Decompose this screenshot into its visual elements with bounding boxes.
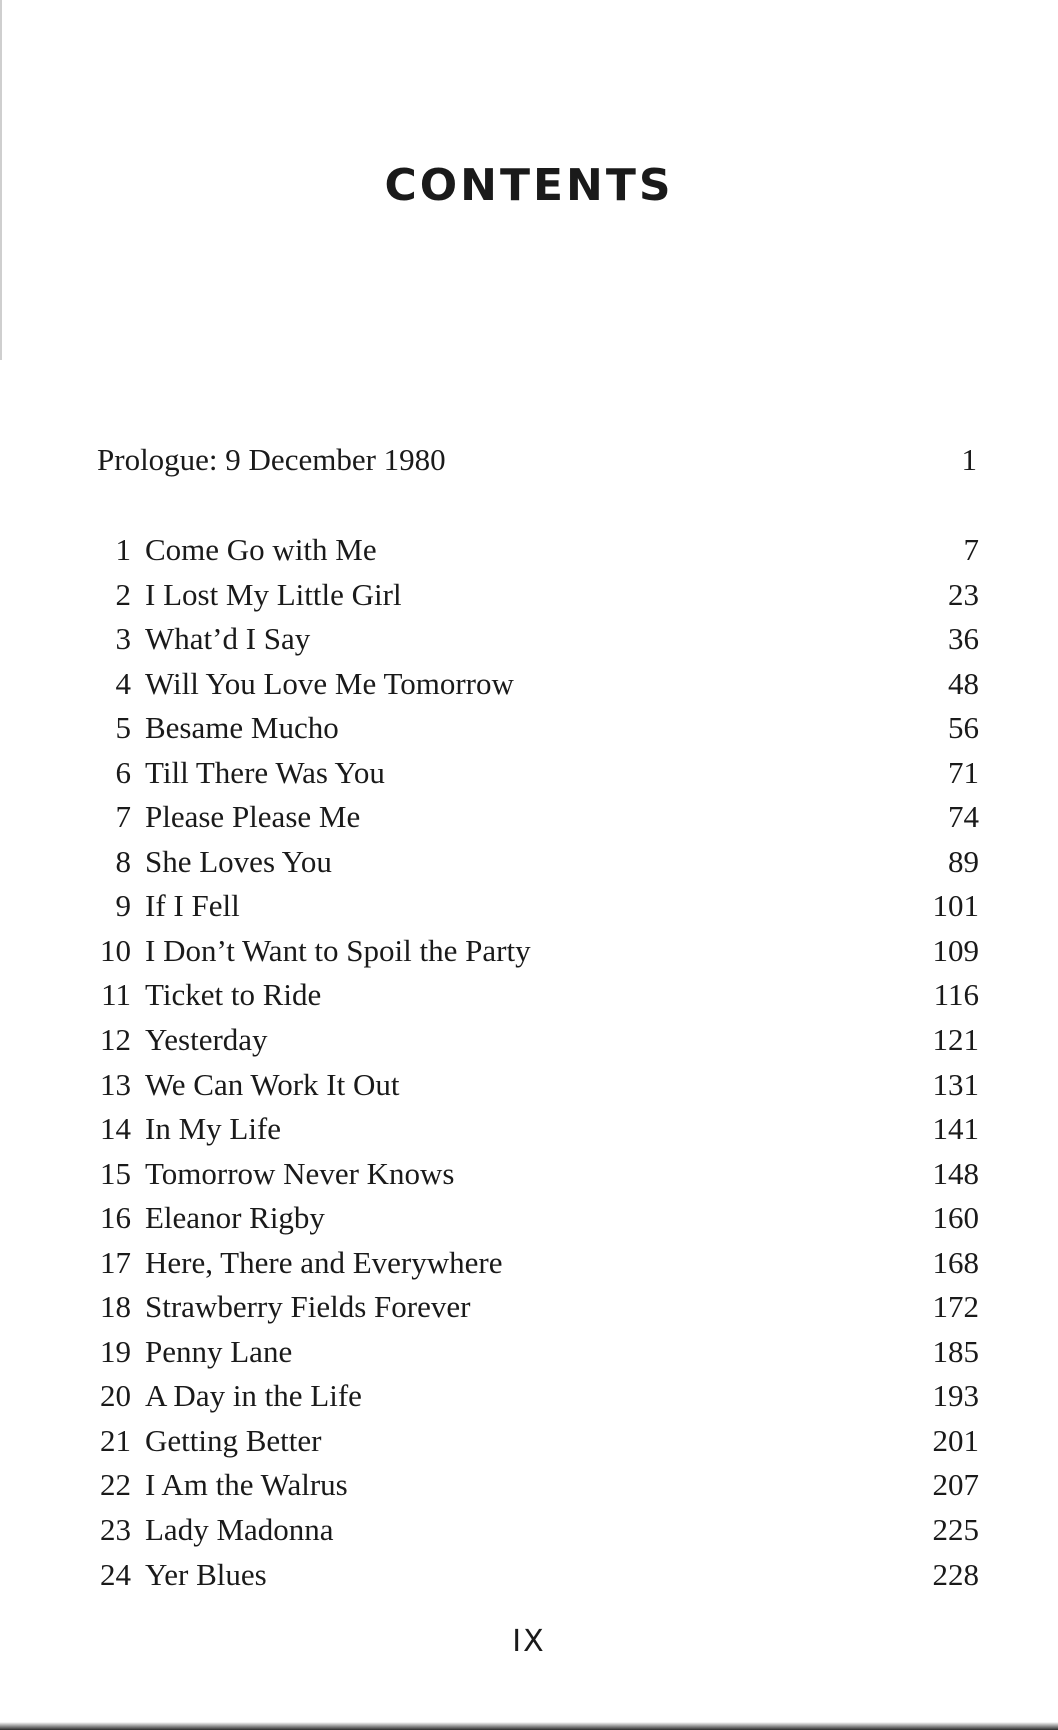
prologue-entry: [97, 438, 977, 482]
chapter-title: I Am the Walrus: [145, 1467, 348, 1503]
chapter-entry: [97, 973, 979, 1018]
chapter-number: 7: [115, 799, 131, 835]
page-title: CONTENTS: [384, 160, 674, 211]
chapter-entry: [97, 573, 979, 618]
chapter-title: Tomorrow Never Knows: [145, 1155, 455, 1191]
chapter-page-number: 228: [932, 1556, 979, 1592]
chapter-entry: [97, 528, 979, 573]
chapter-entry: [97, 1107, 979, 1152]
chapter-entry: [97, 662, 979, 707]
chapter-number: 22: [100, 1467, 131, 1503]
chapter-entry: [97, 1196, 979, 1241]
page-folio: IX: [512, 1624, 546, 1659]
chapter-page-number: 36: [948, 621, 979, 657]
chapter-number: 10: [100, 932, 131, 968]
chapter-title: If I Fell: [145, 888, 240, 924]
chapter-title: Besame Mucho: [145, 710, 339, 746]
chapter-title: Please Please Me: [145, 799, 361, 835]
chapter-title: Penny Lane: [145, 1333, 293, 1369]
chapter-number: 1: [115, 532, 131, 567]
chapter-page-number: 56: [948, 710, 979, 746]
chapter-title: Strawberry Fields Forever: [145, 1289, 471, 1325]
chapter-title: Getting Better: [145, 1422, 322, 1458]
chapter-title: Till There Was You: [145, 754, 385, 790]
chapter-title: What’d I Say: [145, 621, 311, 657]
chapter-number: 18: [100, 1289, 131, 1325]
chapter-number: 24: [100, 1556, 131, 1592]
chapter-number: 13: [100, 1066, 131, 1102]
chapter-title: I Don’t Want to Spoil the Party: [145, 932, 531, 968]
chapter-page-number: 109: [932, 932, 979, 968]
chapter-number: 12: [100, 1022, 131, 1058]
chapter-page-number: 160: [932, 1200, 979, 1236]
chapter-page-number: 207: [932, 1467, 979, 1503]
chapter-title: Eleanor Rigby: [145, 1200, 325, 1236]
chapter-title: Will You Love Me Tomorrow: [145, 665, 514, 701]
chapter-entry: [97, 617, 979, 662]
chapter-entry: [97, 1419, 979, 1464]
chapter-list: [97, 528, 979, 1597]
chapter-page-number: 89: [948, 843, 979, 879]
chapter-number: 16: [100, 1200, 131, 1236]
chapter-number: 17: [100, 1244, 131, 1280]
chapter-page-number: 172: [932, 1289, 979, 1325]
chapter-number: 9: [115, 888, 131, 924]
chapter-number: 23: [100, 1512, 131, 1548]
chapter-title: Yesterday: [145, 1022, 268, 1058]
chapter-title: She Loves You: [145, 843, 332, 879]
chapter-title: Yer Blues: [145, 1556, 267, 1592]
chapter-entry: [97, 1018, 979, 1063]
chapter-number: 2: [115, 576, 131, 612]
chapter-entry: [97, 929, 979, 974]
chapter-page-number: 201: [932, 1422, 979, 1458]
chapter-number: 6: [115, 754, 131, 790]
chapter-title: We Can Work It Out: [145, 1066, 400, 1102]
chapter-page-number: 74: [948, 799, 979, 835]
chapter-entry: [97, 751, 979, 796]
chapter-page-number: 116: [933, 977, 979, 1013]
chapter-page-number: 121: [932, 1022, 979, 1058]
chapter-page-number: 71: [948, 754, 979, 790]
scan-edge-bottom: [0, 1722, 1058, 1730]
chapter-title: Come Go with Me: [145, 532, 377, 567]
chapter-page-number: 185: [932, 1333, 979, 1369]
chapter-number: 3: [115, 621, 131, 657]
chapter-title: Ticket to Ride: [145, 977, 322, 1013]
chapter-entry: [97, 840, 979, 885]
chapter-number: 11: [101, 977, 131, 1013]
chapter-page-number: 225: [932, 1512, 979, 1548]
chapter-page-number: 141: [932, 1111, 979, 1147]
chapter-entry: [97, 884, 979, 929]
chapter-number: 20: [100, 1378, 131, 1414]
chapter-entry: [97, 1508, 979, 1553]
chapter-title: Here, There and Everywhere: [145, 1244, 503, 1280]
chapter-page-number: 193: [932, 1378, 979, 1414]
chapter-page-number: 7: [963, 532, 979, 567]
chapter-number: 4: [115, 665, 131, 701]
chapter-entry: [97, 795, 979, 840]
chapter-entry: [97, 1063, 979, 1108]
chapter-number: 14: [100, 1111, 131, 1147]
chapter-entry: [97, 1241, 979, 1286]
chapter-page-number: 168: [932, 1244, 979, 1280]
chapter-entry: [97, 1330, 979, 1375]
chapter-number: 15: [100, 1155, 131, 1191]
chapter-title: I Lost My Little Girl: [145, 576, 402, 612]
chapter-page-number: 101: [932, 888, 979, 924]
chapter-entry: [97, 1285, 979, 1330]
chapter-title: Lady Madonna: [145, 1512, 334, 1548]
chapter-number: 5: [115, 710, 131, 746]
chapter-entry: [97, 1553, 979, 1598]
prologue-label: Prologue: 9 December 1980: [97, 442, 446, 477]
chapter-entry: [97, 706, 979, 751]
chapter-title: In My Life: [145, 1111, 282, 1147]
chapter-entry: [97, 1463, 979, 1508]
chapter-page-number: 23: [948, 576, 979, 612]
chapter-page-number: 48: [948, 665, 979, 701]
chapter-number: 19: [100, 1333, 131, 1369]
chapter-entry: [97, 1374, 979, 1419]
chapter-number: 8: [115, 843, 131, 879]
prologue-page-number: 1: [961, 442, 977, 477]
chapter-entry: [97, 1152, 979, 1197]
chapter-title: A Day in the Life: [145, 1378, 362, 1414]
chapter-number: 21: [100, 1422, 131, 1458]
chapter-page-number: 148: [932, 1155, 979, 1191]
chapter-page-number: 131: [932, 1066, 979, 1102]
